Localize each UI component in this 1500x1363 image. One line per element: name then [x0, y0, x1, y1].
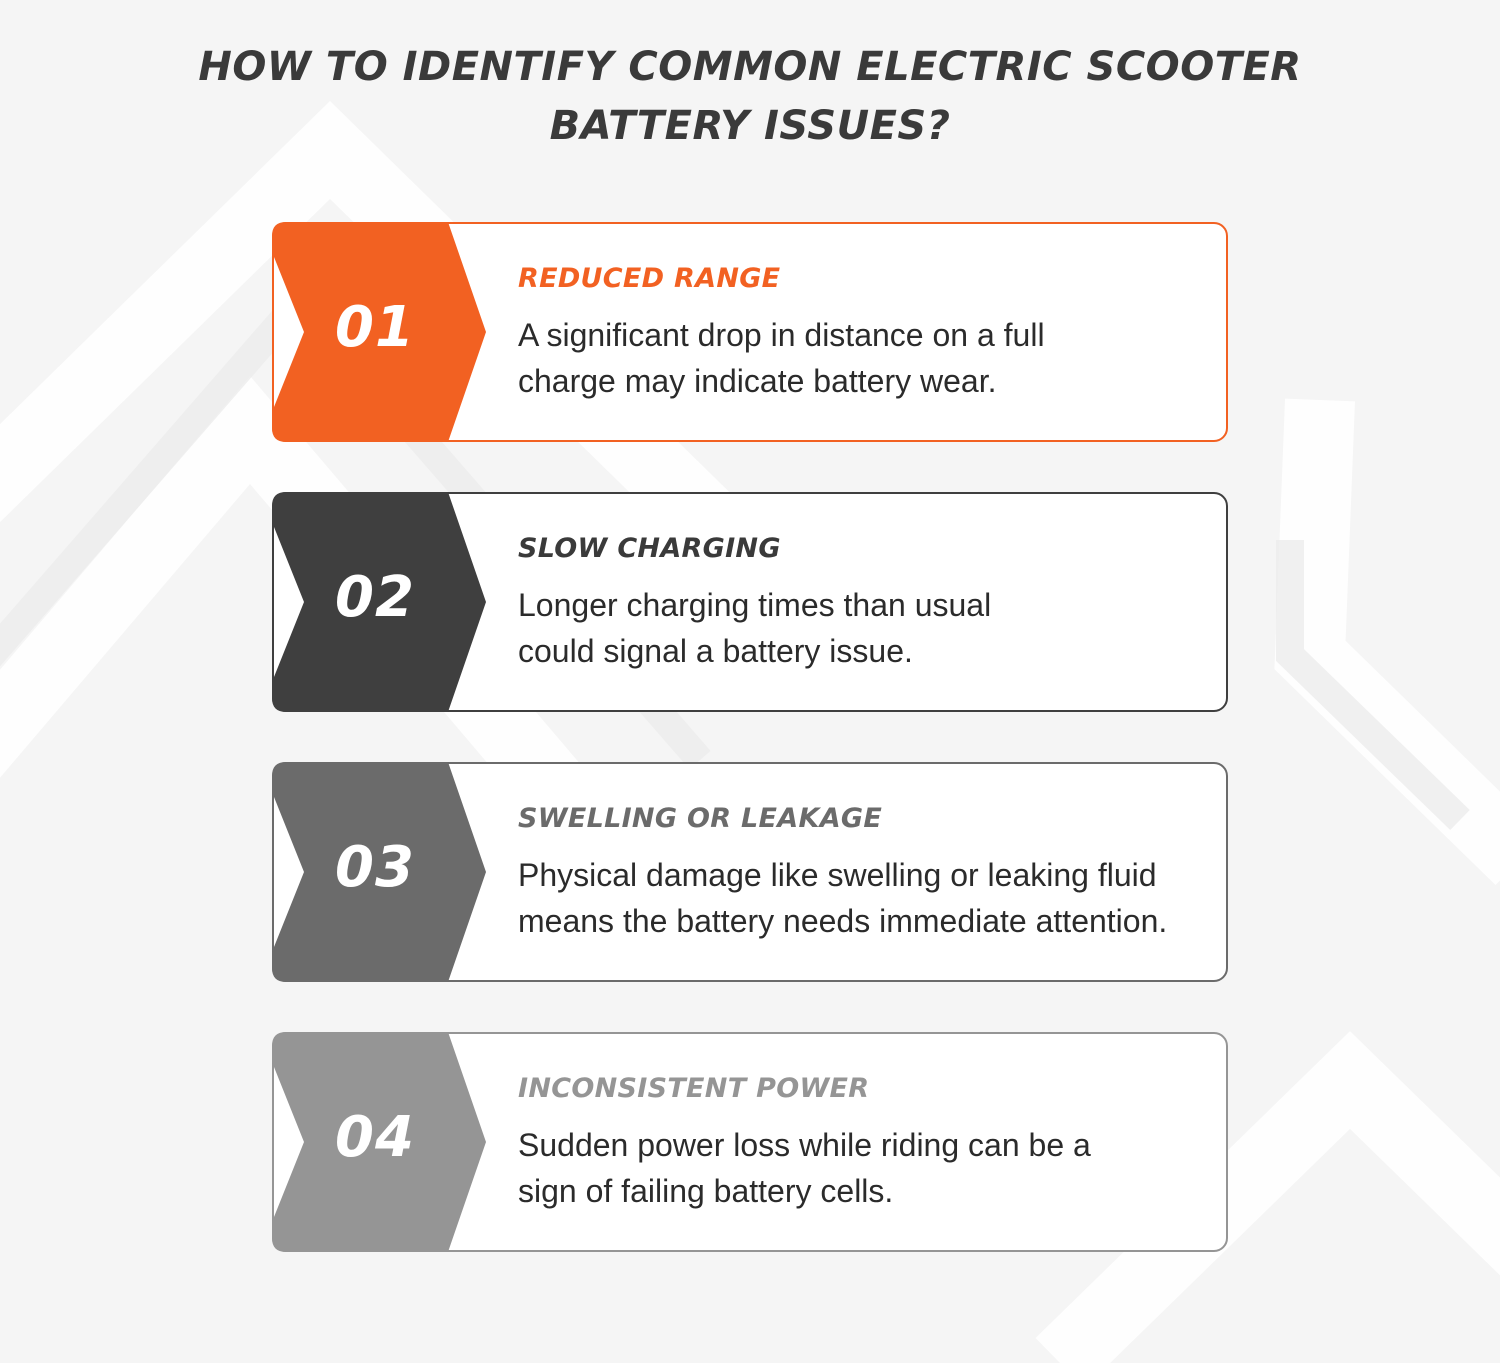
issue-card-reduced-range: [272, 222, 1228, 442]
description-line: could signal a battery issue.: [518, 633, 913, 669]
item-heading: REDUCED RANGE: [518, 263, 781, 294]
issue-card-inconsistent-power: [272, 1032, 1228, 1252]
number-badge: [272, 222, 490, 442]
item-number: 01: [335, 295, 415, 360]
page-title: [150, 38, 1350, 156]
description-line: means the battery needs immediate attention.: [518, 903, 1168, 939]
description-line: Sudden power loss while riding can be a: [518, 1127, 1091, 1163]
item-description: [518, 1122, 1208, 1214]
number-badge: [272, 492, 490, 712]
item-number: 03: [335, 835, 415, 900]
description-line: Longer charging times than usual: [518, 587, 992, 623]
item-description: [518, 312, 1208, 404]
description-line: A significant drop in distance on a full: [518, 317, 1045, 353]
issue-card-slow-charging: [272, 492, 1228, 712]
description-line: charge may indicate battery wear.: [518, 363, 997, 399]
item-number: 02: [335, 565, 415, 630]
item-description: [518, 582, 1208, 674]
description-line: sign of failing battery cells.: [518, 1173, 894, 1209]
title-text: HOW TO IDENTIFY COMMON ELECTRIC SCOOTER BATTERY ISSUES?: [198, 44, 1302, 149]
number-badge: [272, 762, 490, 982]
issue-card-swelling-or-leakage: [272, 762, 1228, 982]
description-line: Physical damage like swelling or leaking fluid: [518, 857, 1157, 893]
item-heading: INCONSISTENT POWER: [518, 1073, 870, 1104]
item-number: 04: [335, 1105, 415, 1170]
item-heading: SLOW CHARGING: [518, 533, 781, 564]
item-heading: SWELLING OR LEAKAGE: [518, 803, 883, 834]
item-description: [518, 852, 1208, 944]
number-badge: [272, 1032, 490, 1252]
